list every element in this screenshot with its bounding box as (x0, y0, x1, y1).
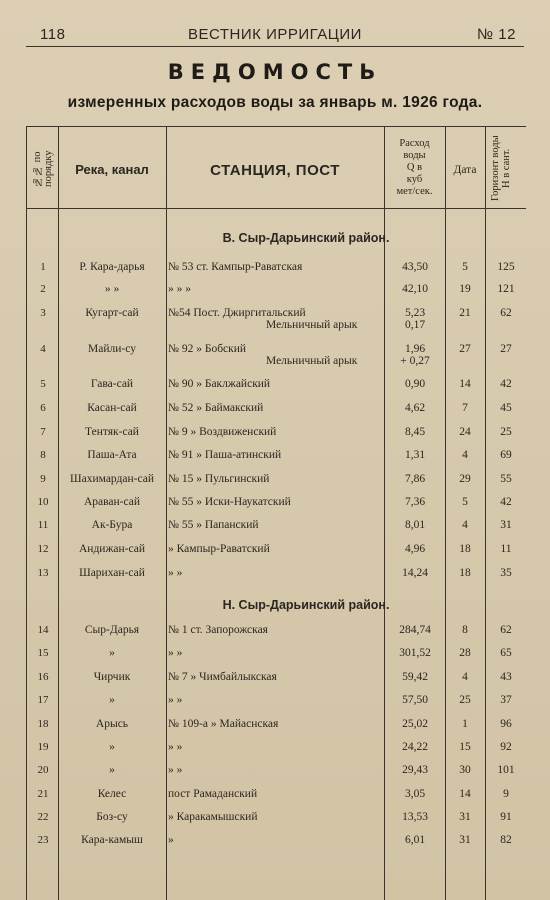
row-flow-main: 25,02 (402, 718, 428, 730)
row-date: 27 (459, 343, 471, 355)
row-flow (386, 834, 444, 846)
row-station (168, 283, 382, 295)
row-station (168, 741, 382, 753)
row-river: Андижан-сай (78, 543, 145, 555)
row-flow (386, 718, 444, 730)
row-level: 92 (500, 741, 512, 753)
row-flow (386, 449, 444, 461)
row-flow-main: 0,90 (404, 378, 426, 390)
row-date: 5 (462, 496, 468, 508)
row-station-main: » » » (168, 283, 191, 295)
row-date: 31 (459, 811, 471, 823)
row-flow-secondary: 0,17 (404, 319, 426, 331)
row-level: 42 (500, 378, 512, 390)
row-river: Шарихан-сай (79, 567, 145, 579)
row-number: 7 (40, 426, 46, 438)
row-flow (386, 343, 444, 367)
row-river: Касан-сай (87, 402, 137, 414)
row-station (168, 402, 382, 414)
row-date: 31 (459, 834, 471, 846)
row-station-main: » Кампыр-Раватский (168, 543, 270, 555)
row-flow-main: 1,96 (404, 343, 426, 355)
row-flow (386, 261, 444, 273)
row-river: Тентяк-сай (85, 426, 139, 438)
row-flow (386, 624, 444, 636)
row-station-main: № 55 » Иски-Наукатский (168, 496, 291, 508)
row-station-main: № 9 » Воздвиженский (168, 426, 277, 438)
page-number: 118 (40, 26, 66, 43)
row-flow-main: 57,50 (402, 694, 428, 706)
row-flow-main: 13,53 (402, 811, 428, 823)
row-station-main: № 91 » Паша-атинский (168, 449, 282, 461)
row-flow (386, 426, 444, 438)
row-number: 12 (37, 543, 49, 555)
row-station (168, 378, 382, 390)
row-station-main: » » (168, 694, 183, 706)
row-flow (386, 741, 444, 753)
row-station (168, 764, 382, 776)
row-number: 1 (40, 261, 46, 273)
row-date: 4 (462, 519, 468, 531)
row-flow-main: 8,45 (404, 426, 426, 438)
document-subtitle: измеренных расходов воды за январь м. 1926 года. (67, 94, 483, 111)
row-level: 42 (500, 496, 512, 508)
row-number: 23 (37, 834, 49, 846)
row-river: Гава-сай (90, 378, 134, 390)
row-flow-main: 14,24 (402, 567, 428, 579)
section-upper-syr-darya: В. Сыр-Дарьинский район. (222, 231, 390, 245)
row-station-secondary: Мельничный арык (266, 319, 358, 331)
row-number: 3 (40, 307, 46, 319)
running-header (26, 26, 524, 46)
row-station (168, 718, 382, 730)
row-date: 30 (459, 764, 471, 776)
row-flow-main: 7,36 (404, 496, 426, 508)
row-station-main: » » (168, 567, 183, 579)
measurement-table (26, 126, 526, 900)
row-river: Паша-Ата (87, 449, 137, 461)
row-date: 14 (459, 378, 471, 390)
row-flow-main: 4,96 (404, 543, 426, 555)
row-river: Р. Кара-дарья (79, 261, 145, 273)
row-number: 5 (40, 378, 46, 390)
row-date: 18 (459, 543, 471, 555)
row-flow-main: 4,62 (404, 402, 426, 414)
row-flow-main: 8,01 (404, 519, 426, 531)
row-station (168, 624, 382, 636)
row-number: 16 (37, 671, 49, 683)
row-station-main: » » (168, 764, 183, 776)
row-station (168, 343, 382, 367)
row-date: 14 (459, 788, 471, 800)
row-station (168, 788, 382, 800)
row-station-main: № 90 » Баклжайский (168, 378, 271, 390)
row-level: 27 (500, 343, 512, 355)
row-river: Келес (97, 788, 127, 800)
row-flow (386, 283, 444, 295)
row-level: 43 (500, 671, 512, 683)
row-number: 8 (40, 449, 46, 461)
row-station-main: пост Рамаданский (168, 788, 258, 800)
row-date: 15 (459, 741, 471, 753)
row-river: Араван-сай (83, 496, 141, 508)
row-number: 4 (40, 343, 46, 355)
row-flow-main: 3,05 (404, 788, 426, 800)
row-station-main: № 53 ст. Кампыр-Раватская (168, 261, 303, 273)
row-river: » » (104, 283, 120, 295)
row-flow (386, 496, 444, 508)
row-station (168, 567, 382, 579)
row-river: Сыр-Дарья (84, 624, 140, 636)
row-flow-main: 1,31 (404, 449, 426, 461)
row-station-main: № 55 » Папанский (168, 519, 259, 531)
row-date: 4 (462, 449, 468, 461)
row-number: 15 (37, 647, 49, 659)
row-station-main: № 52 » Баймакский (168, 402, 264, 414)
row-station-main: » Каракамышский (168, 811, 258, 823)
row-flow (386, 402, 444, 414)
row-station (168, 834, 382, 846)
row-number: 10 (37, 496, 49, 508)
row-date: 7 (462, 402, 468, 414)
row-flow-main: 301,52 (399, 647, 431, 659)
table-header-rule (26, 208, 526, 209)
row-river: Шахимардан-сай (70, 473, 154, 485)
row-number: 21 (37, 788, 49, 800)
row-station (168, 519, 382, 531)
row-level: 11 (500, 543, 512, 555)
issue-number: № 12 (477, 26, 516, 43)
row-flow-main: 43,50 (402, 261, 428, 273)
header-flow: Расход воды Q в куб мет/сек. (396, 138, 433, 197)
row-level: 62 (500, 307, 512, 319)
row-flow-main: 7,86 (404, 473, 426, 485)
header-date: Дата (453, 164, 477, 176)
row-station (168, 694, 382, 706)
row-river: Боз-су (96, 811, 128, 823)
row-flow (386, 543, 444, 555)
row-river: Кара-камыш (81, 834, 143, 846)
row-flow-main: 284,74 (399, 624, 431, 636)
row-flow-main: 24,22 (402, 741, 428, 753)
header-level: Горизонт воды H в сант. (490, 135, 512, 201)
row-level: 45 (500, 402, 512, 414)
row-flow (386, 764, 444, 776)
row-level: 82 (500, 834, 512, 846)
table-top-rule (26, 126, 526, 127)
row-station (168, 426, 382, 438)
row-level: 91 (500, 811, 512, 823)
row-station-main: » » (168, 741, 183, 753)
row-level: 25 (500, 426, 512, 438)
row-flow (386, 519, 444, 531)
row-date: 5 (462, 261, 468, 273)
row-flow (386, 647, 444, 659)
row-flow (386, 671, 444, 683)
row-flow (386, 567, 444, 579)
header-num: №№ по порядку (32, 150, 54, 188)
row-station (168, 473, 382, 485)
row-date: 1 (462, 718, 468, 730)
row-date: 4 (462, 671, 468, 683)
row-level: 9 (503, 788, 509, 800)
row-station-main: № 7 » Чимбайлыкская (168, 671, 277, 683)
row-station (168, 496, 382, 508)
row-date: 28 (459, 647, 471, 659)
row-river: » (109, 741, 115, 753)
row-station-main: № 1 ст. Запорожская (168, 624, 268, 636)
row-river: Ак-Бура (91, 519, 133, 531)
row-river: » (109, 764, 115, 776)
row-number: 17 (37, 694, 49, 706)
row-number: 18 (37, 718, 49, 730)
row-level: 55 (500, 473, 512, 485)
row-flow (386, 694, 444, 706)
header-rule (26, 46, 524, 47)
row-date: 25 (459, 694, 471, 706)
row-flow-main: 42,10 (402, 283, 428, 295)
row-station-main: № 92 » Бобский (168, 343, 247, 355)
row-flow (386, 307, 444, 331)
row-flow (386, 788, 444, 800)
row-station (168, 811, 382, 823)
row-station (168, 449, 382, 461)
row-flow (386, 811, 444, 823)
row-river: Кугарт-сай (85, 307, 139, 319)
row-date: 24 (459, 426, 471, 438)
row-station (168, 261, 382, 273)
row-flow-main: 29,43 (402, 764, 428, 776)
row-level: 62 (500, 624, 512, 636)
row-date: 21 (459, 307, 471, 319)
row-level: 96 (500, 718, 512, 730)
row-date: 19 (459, 283, 471, 295)
row-number: 2 (40, 283, 46, 295)
row-number: 6 (40, 402, 46, 414)
row-number: 13 (37, 567, 49, 579)
row-level: 69 (500, 449, 512, 461)
row-river: Чирчик (93, 671, 131, 683)
table-border-left (26, 126, 27, 900)
row-number: 14 (37, 624, 49, 636)
header-station: СТАНЦИЯ, ПОСТ (210, 162, 340, 179)
row-number: 22 (37, 811, 49, 823)
row-flow (386, 473, 444, 485)
row-station-main: » (168, 834, 174, 846)
row-level: 37 (500, 694, 512, 706)
row-river: » (109, 694, 115, 706)
row-level: 35 (500, 567, 512, 579)
row-level: 101 (497, 764, 515, 776)
row-number: 19 (37, 741, 49, 753)
row-level: 65 (500, 647, 512, 659)
document-title: ВЕДОМОСТЬ (167, 60, 383, 84)
row-station-main: № 15 » Пульгинский (168, 473, 270, 485)
row-station (168, 543, 382, 555)
row-level: 125 (497, 261, 515, 273)
row-station-main: » » (168, 647, 183, 659)
row-number: 9 (40, 473, 46, 485)
row-level: 31 (500, 519, 512, 531)
row-river: » (109, 647, 115, 659)
row-station-secondary: Мельничный арык (266, 355, 358, 367)
header-river: Река, канал (75, 162, 149, 177)
row-flow-main: 59,42 (402, 671, 428, 683)
section-lower-syr-darya: Н. Сыр-Дарьинский район. (222, 598, 390, 612)
row-station (168, 671, 382, 683)
col-divider-num (58, 126, 59, 900)
row-river: Майли-су (88, 343, 136, 355)
row-flow (386, 378, 444, 390)
row-date: 8 (462, 624, 468, 636)
row-flow-main: 6,01 (404, 834, 426, 846)
row-number: 11 (37, 519, 49, 531)
row-date: 29 (459, 473, 471, 485)
row-station (168, 647, 382, 659)
journal-title: ВЕСТНИК ИРРИГАЦИИ (188, 26, 362, 43)
row-number: 20 (37, 764, 49, 776)
row-river: Арысь (95, 718, 129, 730)
row-station-main: № 109-а » Майаснская (168, 718, 279, 730)
row-station-main: №54 Пост. Джиргитальский (168, 307, 306, 319)
row-flow-main: 5,23 (404, 307, 426, 319)
row-station (168, 307, 382, 331)
row-date: 18 (459, 567, 471, 579)
row-level: 121 (497, 283, 515, 295)
row-flow-secondary: + 0,27 (400, 355, 430, 367)
